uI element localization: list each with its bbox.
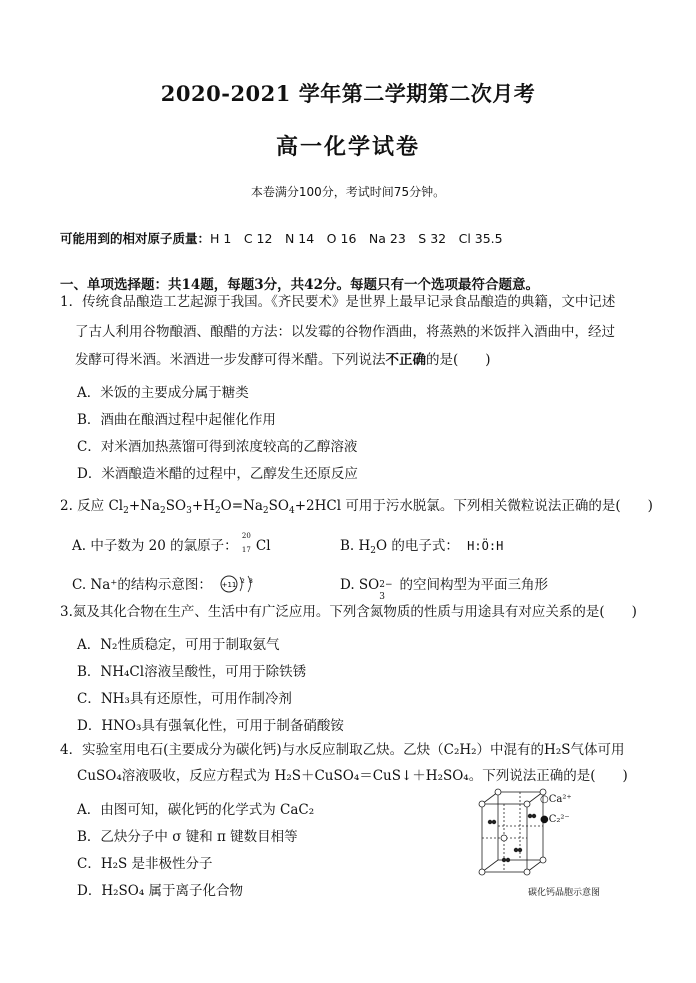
atomic-masses-label: 可能用到的相对原子质量： xyxy=(60,231,211,246)
atomic-number: 17 xyxy=(241,545,251,554)
q2-stem: 2. 反应 $Cl_2+Na_2SO_3+H_2O=Na_2SO_4+2HCl$ 可用于污水脱氯。下列相关微粒说法正确的是( ) xyxy=(60,498,653,516)
mass-number: 20 xyxy=(241,531,251,540)
exam-subtitle: 高一化学试卷 xyxy=(275,134,420,160)
q4-option-a: A．由图可知，碳化钙的化学式为 CaC₂ xyxy=(77,802,315,818)
q1-line3-post: 的是( ) xyxy=(426,352,491,368)
q1-option-b: B．酒曲在酿酒过程中起催化作用 xyxy=(77,412,276,428)
q1-option-d: D．米酒酿造米醋的过程中，乙醇发生还原反应 xyxy=(77,466,358,482)
q4-option-b: B．乙炔分子中 σ 键和 π 键数目相等 xyxy=(77,829,298,845)
legend-calcium: ○Ca²⁺ xyxy=(540,794,572,805)
q2-option-d: D. SO 2− 3 的空间构型为平面三角形 xyxy=(340,577,549,602)
section-title: 一、单项选择题：共14题，每题3分，共42分。每题只有一个选项最符合题意。 xyxy=(60,277,539,293)
q1-emphasis: 不正确 xyxy=(385,352,426,368)
exam-note: 本卷满分100分，考试时间75分钟。 xyxy=(250,185,446,199)
q2-option-b: B. $H_2O$ 的电子式： H:Ö:H xyxy=(340,538,504,556)
sodium-ion-diagram xyxy=(220,574,260,598)
q3-option-c: C．NH₃具有还原性，可用作制冷剂 xyxy=(77,691,292,707)
q1-line2: 了古人利用谷物酿酒、酿醋的方法：以发霉的谷物作酒曲，将蒸熟的米饭拌入酒曲中，经过 xyxy=(75,324,615,340)
q2-option-c: C. Na⁺的结构示意图： +11 2 8 xyxy=(72,573,260,598)
atomic-masses xyxy=(60,229,503,247)
electron-dot-formula: H:Ö:H xyxy=(467,539,504,553)
q1-option-c: C．对米酒加热蒸馏可得到浓度较高的乙醇溶液 xyxy=(77,439,358,455)
q1-line3 xyxy=(75,348,491,373)
atomic-masses-values: H 1 C 12 N 14 O 16 Na 23 S 32 Cl 35.5 xyxy=(210,231,503,246)
nucleus-charge: +11 xyxy=(221,580,237,589)
svg-text:2: 2 xyxy=(241,577,246,585)
q4-line1: 4．实验室用电石(主要成分为碳化钙)与水反应制取乙炔。乙炔（C₂H₂）中混有的H₂S气体可用 xyxy=(60,742,625,758)
q1-line1: 1．传统食品酿造工艺起源于我国。《齐民要术》是世界上最早记录食品酿造的典籍，文中记述 xyxy=(60,294,616,310)
atom-structure-icon xyxy=(220,574,260,594)
exam-title: 2020-2021 学年第二学期第二次月考 xyxy=(160,81,536,106)
q4-option-d: D．H₂SO₄ 属于离子化合物 xyxy=(77,883,244,899)
q3-option-a: A．N₂性质稳定，可用于制取氨气 xyxy=(77,637,280,653)
q1-option-a: A．米饭的主要成分属于糖类 xyxy=(77,385,249,401)
chlorine-symbol: Cl xyxy=(255,538,271,554)
figure-caption: 碳化钙晶胞示意图 xyxy=(528,888,601,898)
q2-option-a: A. 中子数为 20 的氯原子： 20 17 Cl xyxy=(72,531,271,554)
svg-text:8: 8 xyxy=(249,577,254,585)
q3-option-b: B．NH₄Cl溶液呈酸性，可用于除铁锈 xyxy=(77,664,307,680)
crystal-cell-figure xyxy=(470,786,630,896)
q3-option-d: D．HNO₃具有强氧化性，可用于制备硝酸铵 xyxy=(77,718,344,734)
legend-carbide: ●C₂²⁻ xyxy=(540,814,570,825)
q1-line3-pre: 发酵可得米酒。米酒进一步发酵可得米醋。下列说法 xyxy=(75,352,386,368)
q4-option-c: C．H₂S 是非极性分子 xyxy=(77,856,213,872)
q4-line2: CuSO₄溶液吸收，反应方程式为 H₂S＋CuSO₄＝CuS↓＋H₂SO₄。下列说法正确的是( ) xyxy=(77,768,628,784)
q3-stem: 3.氮及其化合物在生产、生活中有广泛应用。下列含氮物质的性质与用途具有对应关系的是( ) xyxy=(60,604,637,620)
